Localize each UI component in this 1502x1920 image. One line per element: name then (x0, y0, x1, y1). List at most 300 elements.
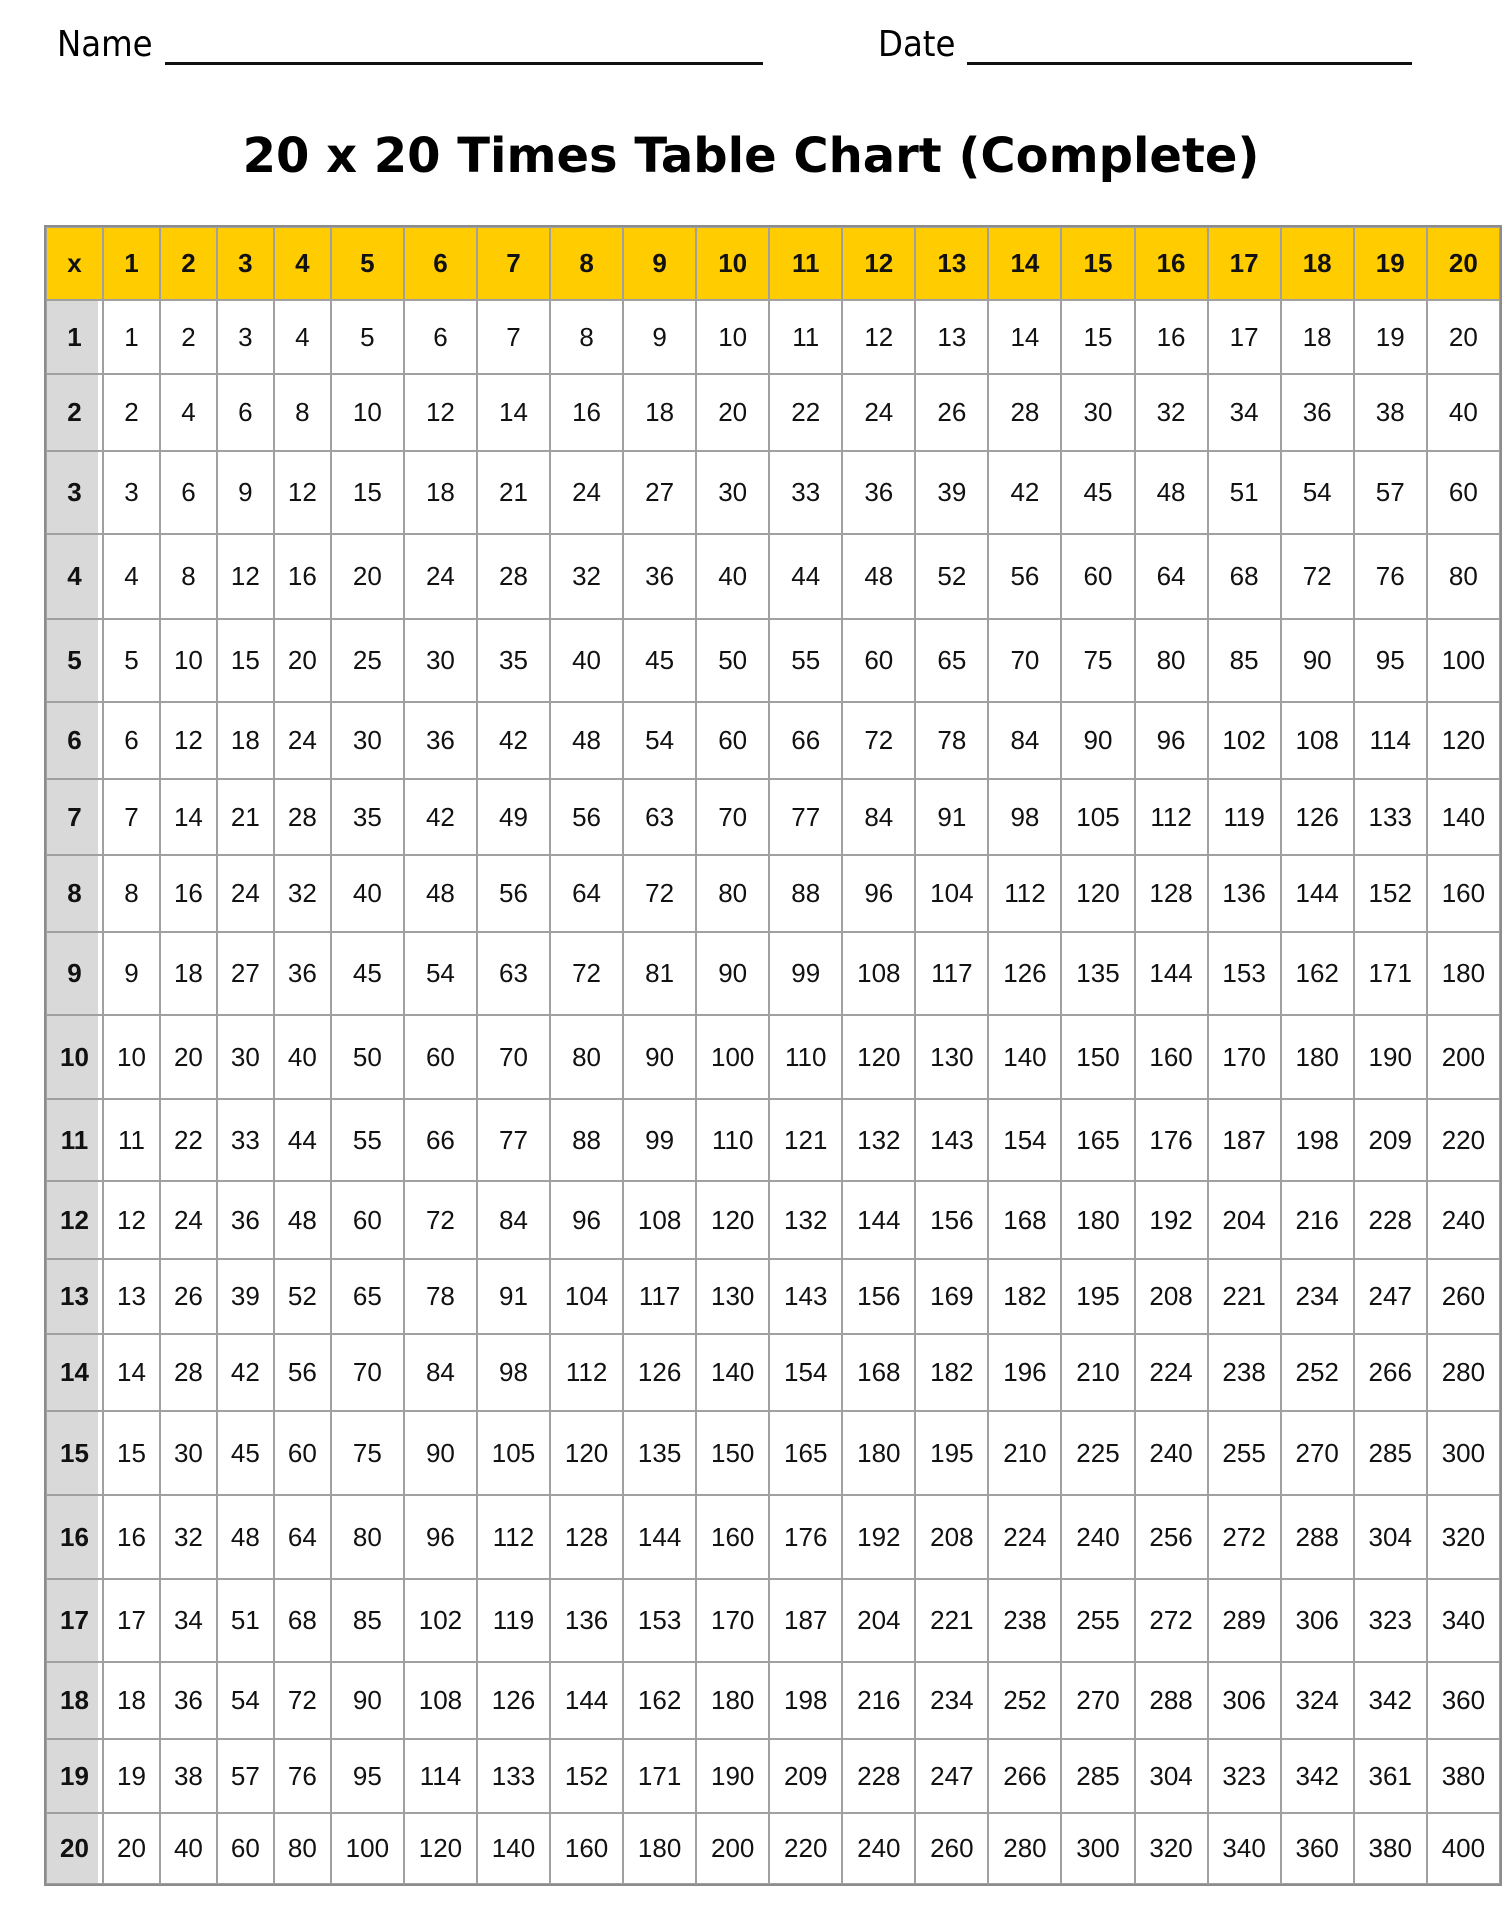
product-cell: 120 (1061, 855, 1134, 932)
product-cell: 260 (915, 1813, 988, 1884)
product-cell: 144 (1281, 855, 1354, 932)
product-cell: 40 (274, 1015, 331, 1099)
name-field (57, 24, 763, 65)
product-cell: 20 (160, 1015, 217, 1099)
product-cell: 38 (1354, 374, 1427, 451)
product-cell: 84 (477, 1181, 550, 1259)
product-cell: 32 (1135, 374, 1208, 451)
product-cell: 28 (274, 779, 331, 855)
product-cell: 200 (696, 1813, 769, 1884)
product-cell: 195 (1061, 1259, 1134, 1334)
product-cell: 75 (1061, 619, 1134, 702)
product-cell: 7 (477, 300, 550, 374)
row-header-cell: 16 (46, 1495, 103, 1579)
product-cell: 24 (404, 534, 477, 619)
product-cell: 108 (1281, 702, 1354, 779)
product-cell: 56 (550, 779, 623, 855)
product-cell: 252 (988, 1662, 1061, 1739)
product-cell: 171 (1354, 932, 1427, 1015)
date-blank-line[interactable] (967, 26, 1412, 65)
product-cell: 50 (331, 1015, 404, 1099)
product-cell: 228 (842, 1739, 915, 1813)
product-cell: 8 (160, 534, 217, 619)
product-cell: 112 (1135, 779, 1208, 855)
product-cell: 3 (103, 451, 160, 534)
name-label: Name (57, 24, 153, 65)
product-cell: 176 (1135, 1099, 1208, 1181)
product-cell: 40 (550, 619, 623, 702)
product-cell: 16 (550, 374, 623, 451)
product-cell: 238 (988, 1579, 1061, 1662)
product-cell: 24 (550, 451, 623, 534)
product-cell: 120 (550, 1411, 623, 1495)
product-cell: 5 (331, 300, 404, 374)
product-cell: 26 (160, 1259, 217, 1334)
product-cell: 162 (623, 1662, 696, 1739)
product-cell: 16 (160, 855, 217, 932)
product-cell: 72 (550, 932, 623, 1015)
product-cell: 44 (769, 534, 842, 619)
row-header-cell: 19 (46, 1739, 103, 1813)
product-cell: 45 (331, 932, 404, 1015)
product-cell: 150 (1061, 1015, 1134, 1099)
product-cell: 84 (988, 702, 1061, 779)
product-cell: 80 (696, 855, 769, 932)
corner-header-cell: x (46, 227, 103, 300)
product-cell: 247 (915, 1739, 988, 1813)
product-cell: 126 (988, 932, 1061, 1015)
product-cell: 288 (1281, 1495, 1354, 1579)
product-cell: 24 (274, 702, 331, 779)
product-cell: 12 (160, 702, 217, 779)
product-cell: 90 (623, 1015, 696, 1099)
product-cell: 30 (1061, 374, 1134, 451)
times-table (44, 225, 1502, 1886)
product-cell: 45 (623, 619, 696, 702)
product-cell: 121 (769, 1099, 842, 1181)
product-cell: 100 (696, 1015, 769, 1099)
product-cell: 80 (1135, 619, 1208, 702)
column-header-cell: 8 (550, 227, 623, 300)
product-cell: 114 (404, 1739, 477, 1813)
table-row (46, 1334, 1500, 1411)
product-cell: 209 (769, 1739, 842, 1813)
product-cell: 90 (1061, 702, 1134, 779)
product-cell: 30 (331, 702, 404, 779)
product-cell: 6 (160, 451, 217, 534)
product-cell: 72 (404, 1181, 477, 1259)
product-cell: 266 (988, 1739, 1061, 1813)
date-label: Date (878, 24, 956, 65)
page-title: 20 x 20 Times Table Chart (Complete) (242, 128, 1260, 184)
product-cell: 90 (404, 1411, 477, 1495)
product-cell: 176 (769, 1495, 842, 1579)
product-cell: 323 (1354, 1579, 1427, 1662)
column-header-cell: 19 (1354, 227, 1427, 300)
product-cell: 255 (1061, 1579, 1134, 1662)
product-cell: 15 (1061, 300, 1134, 374)
product-cell: 18 (217, 702, 274, 779)
product-cell: 120 (404, 1813, 477, 1884)
product-cell: 40 (331, 855, 404, 932)
product-cell: 108 (842, 932, 915, 1015)
product-cell: 90 (1281, 619, 1354, 702)
column-header-cell: 13 (915, 227, 988, 300)
product-cell: 42 (988, 451, 1061, 534)
product-cell: 285 (1354, 1411, 1427, 1495)
product-cell: 323 (1208, 1739, 1281, 1813)
product-cell: 42 (217, 1334, 274, 1411)
column-header-cell: 11 (769, 227, 842, 300)
product-cell: 76 (274, 1739, 331, 1813)
product-cell: 3 (217, 300, 274, 374)
product-cell: 126 (477, 1662, 550, 1739)
product-cell: 12 (842, 300, 915, 374)
product-cell: 90 (696, 932, 769, 1015)
product-cell: 380 (1427, 1739, 1500, 1813)
product-cell: 144 (623, 1495, 696, 1579)
product-cell: 198 (769, 1662, 842, 1739)
column-header-cell: 16 (1135, 227, 1208, 300)
product-cell: 75 (331, 1411, 404, 1495)
product-cell: 204 (1208, 1181, 1281, 1259)
product-cell: 2 (160, 300, 217, 374)
product-cell: 168 (842, 1334, 915, 1411)
product-cell: 84 (404, 1334, 477, 1411)
product-cell: 55 (769, 619, 842, 702)
product-cell: 255 (1208, 1411, 1281, 1495)
product-cell: 10 (103, 1015, 160, 1099)
table-row (46, 779, 1500, 855)
date-field (878, 24, 1412, 65)
product-cell: 117 (915, 932, 988, 1015)
product-cell: 209 (1354, 1099, 1427, 1181)
product-cell: 34 (1208, 374, 1281, 451)
product-cell: 221 (1208, 1259, 1281, 1334)
product-cell: 240 (1427, 1181, 1500, 1259)
product-cell: 105 (1061, 779, 1134, 855)
product-cell: 120 (696, 1181, 769, 1259)
product-cell: 216 (1281, 1181, 1354, 1259)
product-cell: 306 (1281, 1579, 1354, 1662)
product-cell: 60 (1427, 451, 1500, 534)
product-cell: 68 (274, 1579, 331, 1662)
product-cell: 192 (1135, 1181, 1208, 1259)
product-cell: 96 (550, 1181, 623, 1259)
name-blank-line[interactable] (165, 26, 763, 65)
product-cell: 195 (915, 1411, 988, 1495)
product-cell: 66 (769, 702, 842, 779)
product-cell: 234 (915, 1662, 988, 1739)
product-cell: 77 (769, 779, 842, 855)
product-cell: 135 (1061, 932, 1134, 1015)
column-header-cell: 17 (1208, 227, 1281, 300)
product-cell: 27 (623, 451, 696, 534)
product-cell: 210 (988, 1411, 1061, 1495)
product-cell: 128 (550, 1495, 623, 1579)
product-cell: 95 (1354, 619, 1427, 702)
product-cell: 168 (988, 1181, 1061, 1259)
product-cell: 36 (842, 451, 915, 534)
product-cell: 17 (103, 1579, 160, 1662)
product-cell: 153 (1208, 932, 1281, 1015)
product-cell: 77 (477, 1099, 550, 1181)
product-cell: 270 (1061, 1662, 1134, 1739)
product-cell: 15 (103, 1411, 160, 1495)
product-cell: 220 (1427, 1099, 1500, 1181)
product-cell: 81 (623, 932, 696, 1015)
product-cell: 38 (160, 1739, 217, 1813)
product-cell: 240 (842, 1813, 915, 1884)
product-cell: 18 (1281, 300, 1354, 374)
table-row (46, 451, 1500, 534)
table-row (46, 1015, 1500, 1099)
product-cell: 90 (331, 1662, 404, 1739)
column-header-cell: 18 (1281, 227, 1354, 300)
product-cell: 40 (1427, 374, 1500, 451)
product-cell: 57 (217, 1739, 274, 1813)
column-header-cell: 14 (988, 227, 1061, 300)
product-cell: 40 (696, 534, 769, 619)
product-cell: 54 (404, 932, 477, 1015)
product-cell: 78 (404, 1259, 477, 1334)
product-cell: 60 (217, 1813, 274, 1884)
row-header-cell: 4 (46, 534, 103, 619)
product-cell: 65 (915, 619, 988, 702)
product-cell: 9 (623, 300, 696, 374)
product-cell: 39 (217, 1259, 274, 1334)
product-cell: 198 (1281, 1099, 1354, 1181)
product-cell: 4 (103, 534, 160, 619)
product-cell: 52 (915, 534, 988, 619)
product-cell: 143 (769, 1259, 842, 1334)
product-cell: 192 (842, 1495, 915, 1579)
product-cell: 190 (696, 1739, 769, 1813)
column-header-cell: 7 (477, 227, 550, 300)
row-header-cell: 2 (46, 374, 103, 451)
product-cell: 1 (103, 300, 160, 374)
product-cell: 91 (915, 779, 988, 855)
product-cell: 11 (103, 1099, 160, 1181)
product-cell: 25 (331, 619, 404, 702)
product-cell: 22 (160, 1099, 217, 1181)
product-cell: 102 (1208, 702, 1281, 779)
product-cell: 48 (274, 1181, 331, 1259)
row-header-cell: 8 (46, 855, 103, 932)
column-header-cell: 10 (696, 227, 769, 300)
product-cell: 42 (404, 779, 477, 855)
product-cell: 36 (160, 1662, 217, 1739)
product-cell: 117 (623, 1259, 696, 1334)
product-cell: 171 (623, 1739, 696, 1813)
product-cell: 42 (477, 702, 550, 779)
product-cell: 66 (404, 1099, 477, 1181)
product-cell: 50 (696, 619, 769, 702)
product-cell: 70 (696, 779, 769, 855)
product-cell: 12 (103, 1181, 160, 1259)
product-cell: 228 (1354, 1181, 1427, 1259)
table-row (46, 702, 1500, 779)
product-cell: 45 (217, 1411, 274, 1495)
column-header-cell: 12 (842, 227, 915, 300)
product-cell: 9 (217, 451, 274, 534)
product-cell: 14 (477, 374, 550, 451)
product-cell: 85 (331, 1579, 404, 1662)
product-cell: 64 (1135, 534, 1208, 619)
product-cell: 234 (1281, 1259, 1354, 1334)
product-cell: 169 (915, 1259, 988, 1334)
product-cell: 2 (103, 374, 160, 451)
product-cell: 91 (477, 1259, 550, 1334)
product-cell: 60 (331, 1181, 404, 1259)
column-header-cell: 4 (274, 227, 331, 300)
product-cell: 40 (160, 1813, 217, 1884)
product-cell: 240 (1061, 1495, 1134, 1579)
product-cell: 56 (988, 534, 1061, 619)
product-cell: 6 (217, 374, 274, 451)
product-cell: 13 (103, 1259, 160, 1334)
product-cell: 105 (477, 1411, 550, 1495)
product-cell: 6 (103, 702, 160, 779)
table-row (46, 932, 1500, 1015)
product-cell: 56 (274, 1334, 331, 1411)
product-cell: 60 (274, 1411, 331, 1495)
product-cell: 48 (404, 855, 477, 932)
product-cell: 252 (1281, 1334, 1354, 1411)
product-cell: 20 (696, 374, 769, 451)
product-cell: 187 (1208, 1099, 1281, 1181)
product-cell: 152 (550, 1739, 623, 1813)
product-cell: 12 (217, 534, 274, 619)
product-cell: 100 (331, 1813, 404, 1884)
product-cell: 33 (217, 1099, 274, 1181)
product-cell: 144 (550, 1662, 623, 1739)
product-cell: 64 (550, 855, 623, 932)
product-cell: 8 (274, 374, 331, 451)
product-cell: 152 (1354, 855, 1427, 932)
product-cell: 88 (769, 855, 842, 932)
product-cell: 320 (1135, 1813, 1208, 1884)
product-cell: 12 (404, 374, 477, 451)
product-cell: 190 (1354, 1015, 1427, 1099)
column-header-cell: 9 (623, 227, 696, 300)
product-cell: 44 (274, 1099, 331, 1181)
product-cell: 289 (1208, 1579, 1281, 1662)
product-cell: 34 (160, 1579, 217, 1662)
product-cell: 70 (477, 1015, 550, 1099)
product-cell: 10 (331, 374, 404, 451)
product-cell: 102 (404, 1579, 477, 1662)
product-cell: 216 (842, 1662, 915, 1739)
product-cell: 135 (623, 1411, 696, 1495)
table-row (46, 1662, 1500, 1739)
product-cell: 10 (696, 300, 769, 374)
table-row (46, 1813, 1500, 1884)
product-cell: 108 (623, 1181, 696, 1259)
product-cell: 280 (1427, 1334, 1500, 1411)
product-cell: 80 (274, 1813, 331, 1884)
product-cell: 108 (404, 1662, 477, 1739)
product-cell: 32 (274, 855, 331, 932)
product-cell: 96 (1135, 702, 1208, 779)
product-cell: 54 (217, 1662, 274, 1739)
product-cell: 140 (1427, 779, 1500, 855)
product-cell: 63 (623, 779, 696, 855)
product-cell: 128 (1135, 855, 1208, 932)
product-cell: 60 (1061, 534, 1134, 619)
product-cell: 15 (217, 619, 274, 702)
table-row (46, 855, 1500, 932)
product-cell: 48 (217, 1495, 274, 1579)
product-cell: 32 (550, 534, 623, 619)
product-cell: 21 (217, 779, 274, 855)
row-header-cell: 20 (46, 1813, 103, 1884)
product-cell: 35 (331, 779, 404, 855)
product-cell: 165 (769, 1411, 842, 1495)
product-cell: 210 (1061, 1334, 1134, 1411)
product-cell: 200 (1427, 1015, 1500, 1099)
row-header-cell: 15 (46, 1411, 103, 1495)
product-cell: 196 (988, 1334, 1061, 1411)
product-cell: 27 (217, 932, 274, 1015)
product-cell: 324 (1281, 1662, 1354, 1739)
product-cell: 180 (1427, 932, 1500, 1015)
product-cell: 224 (988, 1495, 1061, 1579)
column-header-cell: 3 (217, 227, 274, 300)
product-cell: 48 (1135, 451, 1208, 534)
row-header-cell: 10 (46, 1015, 103, 1099)
product-cell: 14 (103, 1334, 160, 1411)
product-cell: 72 (274, 1662, 331, 1739)
product-cell: 17 (1208, 300, 1281, 374)
product-cell: 84 (842, 779, 915, 855)
product-cell: 126 (1281, 779, 1354, 855)
product-cell: 126 (623, 1334, 696, 1411)
product-cell: 70 (331, 1334, 404, 1411)
product-cell: 54 (1281, 451, 1354, 534)
product-cell: 56 (477, 855, 550, 932)
product-cell: 136 (550, 1579, 623, 1662)
table-row (46, 534, 1500, 619)
column-header-cell: 20 (1427, 227, 1500, 300)
product-cell: 13 (915, 300, 988, 374)
product-cell: 24 (842, 374, 915, 451)
product-cell: 4 (274, 300, 331, 374)
product-cell: 19 (1354, 300, 1427, 374)
row-header-cell: 9 (46, 932, 103, 1015)
product-cell: 225 (1061, 1411, 1134, 1495)
product-cell: 52 (274, 1259, 331, 1334)
product-cell: 8 (103, 855, 160, 932)
product-cell: 165 (1061, 1099, 1134, 1181)
product-cell: 220 (769, 1813, 842, 1884)
row-header-cell: 13 (46, 1259, 103, 1334)
row-header-cell: 5 (46, 619, 103, 702)
product-cell: 30 (404, 619, 477, 702)
product-cell: 14 (988, 300, 1061, 374)
product-cell: 48 (550, 702, 623, 779)
product-cell: 48 (842, 534, 915, 619)
product-cell: 272 (1135, 1579, 1208, 1662)
table-body (46, 300, 1500, 1884)
product-cell: 130 (915, 1015, 988, 1099)
column-header-cell: 2 (160, 227, 217, 300)
product-cell: 112 (477, 1495, 550, 1579)
product-cell: 35 (477, 619, 550, 702)
product-cell: 20 (274, 619, 331, 702)
product-cell: 204 (842, 1579, 915, 1662)
table-row (46, 1181, 1500, 1259)
